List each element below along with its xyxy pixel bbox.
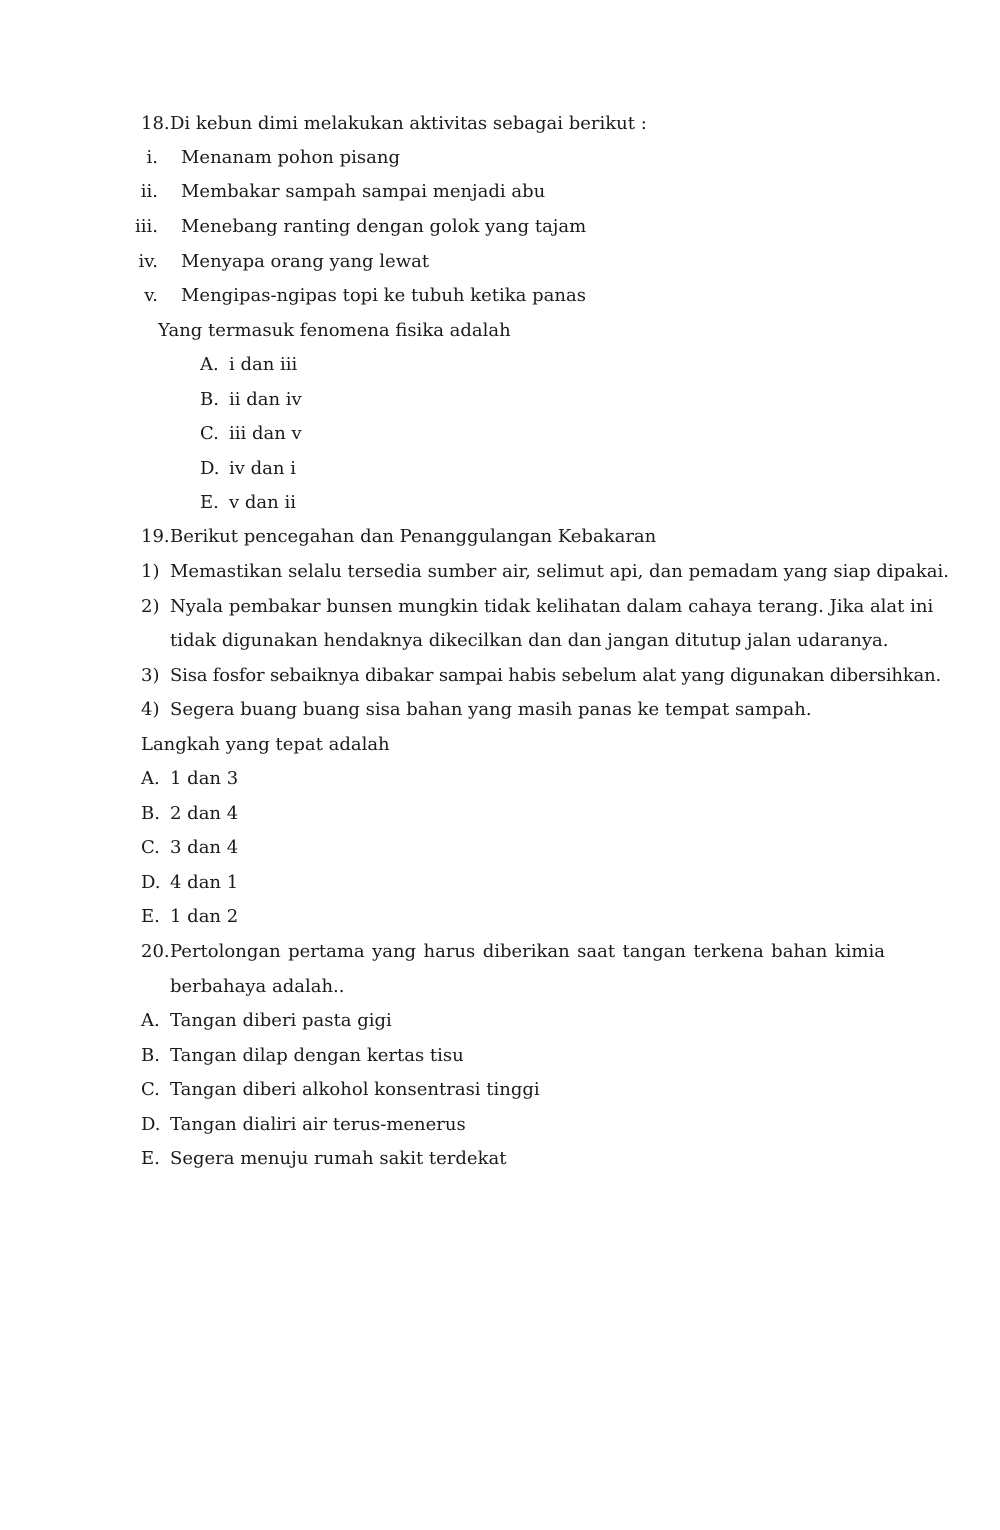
- question-number: 19.: [141, 526, 170, 547]
- list-item: Menanam pohon pisang: [181, 147, 400, 168]
- list-item-continuation: tidak digunakan hendaknya dikecilkan dan dan jangan ditutup jalan udaranya.: [170, 630, 889, 651]
- option-letter: A.: [141, 768, 160, 789]
- list-item: Nyala pembakar bunsen mungkin tidak kelihatan dalam cahaya terang. Jika alat ini: [170, 596, 934, 617]
- option-letter: B.: [200, 389, 219, 410]
- question-stem: Berikut pencegahan dan Penanggulangan Kebakaran: [170, 526, 657, 547]
- list-marker: iv.: [138, 251, 158, 272]
- option-text: Tangan dialiri air terus-menerus: [170, 1114, 466, 1135]
- option-text: Tangan diberi alkohol konsentrasi tinggi: [170, 1079, 540, 1100]
- list-item: Mengipas-ngipas topi ke tubuh ketika panas: [181, 285, 586, 306]
- list-marker: ii.: [140, 181, 158, 202]
- question-stem-continuation: berbahaya adalah..: [170, 976, 345, 997]
- option-text: 3 dan 4: [170, 837, 239, 858]
- option-letter: E.: [141, 906, 160, 927]
- list-marker: 4): [141, 699, 160, 720]
- option-letter: B.: [141, 803, 160, 824]
- option-text: 1 dan 2: [170, 906, 239, 927]
- option-letter: C.: [141, 837, 160, 858]
- list-marker: i.: [146, 147, 158, 168]
- question-number: 18.: [141, 113, 170, 134]
- option-text: i dan iii: [229, 354, 298, 375]
- option-letter: B.: [141, 1045, 160, 1066]
- option-text: iv dan i: [229, 458, 296, 479]
- option-letter: D.: [141, 1114, 161, 1135]
- list-item: Sisa fosfor sebaiknya dibakar sampai habis sebelum alat yang digunakan dibersihkan.: [170, 665, 941, 686]
- option-letter: D.: [141, 872, 161, 893]
- list-item: Menebang ranting dengan golok yang tajam: [181, 216, 587, 237]
- option-letter: C.: [141, 1079, 160, 1100]
- option-letter: A.: [200, 354, 219, 375]
- list-item: Memastikan selalu tersedia sumber air, selimut api, dan pemadam yang siap dipakai.: [170, 561, 950, 582]
- option-letter: E.: [200, 492, 219, 513]
- option-text: Tangan dilap dengan kertas tisu: [170, 1045, 464, 1066]
- list-marker: 1): [141, 561, 160, 582]
- question-prompt: Langkah yang tepat adalah: [141, 734, 390, 755]
- list-marker: 2): [141, 596, 160, 617]
- list-marker: iii.: [135, 216, 158, 237]
- option-letter: D.: [200, 458, 220, 479]
- list-item: Membakar sampah sampai menjadi abu: [181, 181, 546, 202]
- question-prompt: Yang termasuk fenomena fisika adalah: [158, 320, 511, 341]
- option-letter: A.: [141, 1010, 160, 1031]
- option-text: iii dan v: [229, 423, 302, 444]
- option-text: 4 dan 1: [170, 872, 239, 893]
- option-text: Tangan diberi pasta gigi: [170, 1010, 392, 1031]
- list-item: Menyapa orang yang lewat: [181, 251, 430, 272]
- question-stem: Di kebun dimi melakukan aktivitas sebagai berikut :: [170, 113, 647, 134]
- question-number: 20.: [141, 941, 170, 962]
- option-text: 1 dan 3: [170, 768, 239, 789]
- option-letter: E.: [141, 1148, 160, 1169]
- option-text: 2 dan 4: [170, 803, 239, 824]
- list-item: Segera buang buang sisa bahan yang masih panas ke tempat sampah.: [170, 699, 812, 720]
- list-marker: 3): [141, 665, 160, 686]
- option-text: v dan ii: [229, 492, 296, 513]
- option-text: Segera menuju rumah sakit terdekat: [170, 1148, 507, 1169]
- question-stem: Pertolongan pertama yang harus diberikan saat tangan terkena bahan kimia: [170, 941, 885, 962]
- option-text: ii dan iv: [229, 389, 302, 410]
- option-letter: C.: [200, 423, 219, 444]
- list-marker: v.: [144, 285, 158, 306]
